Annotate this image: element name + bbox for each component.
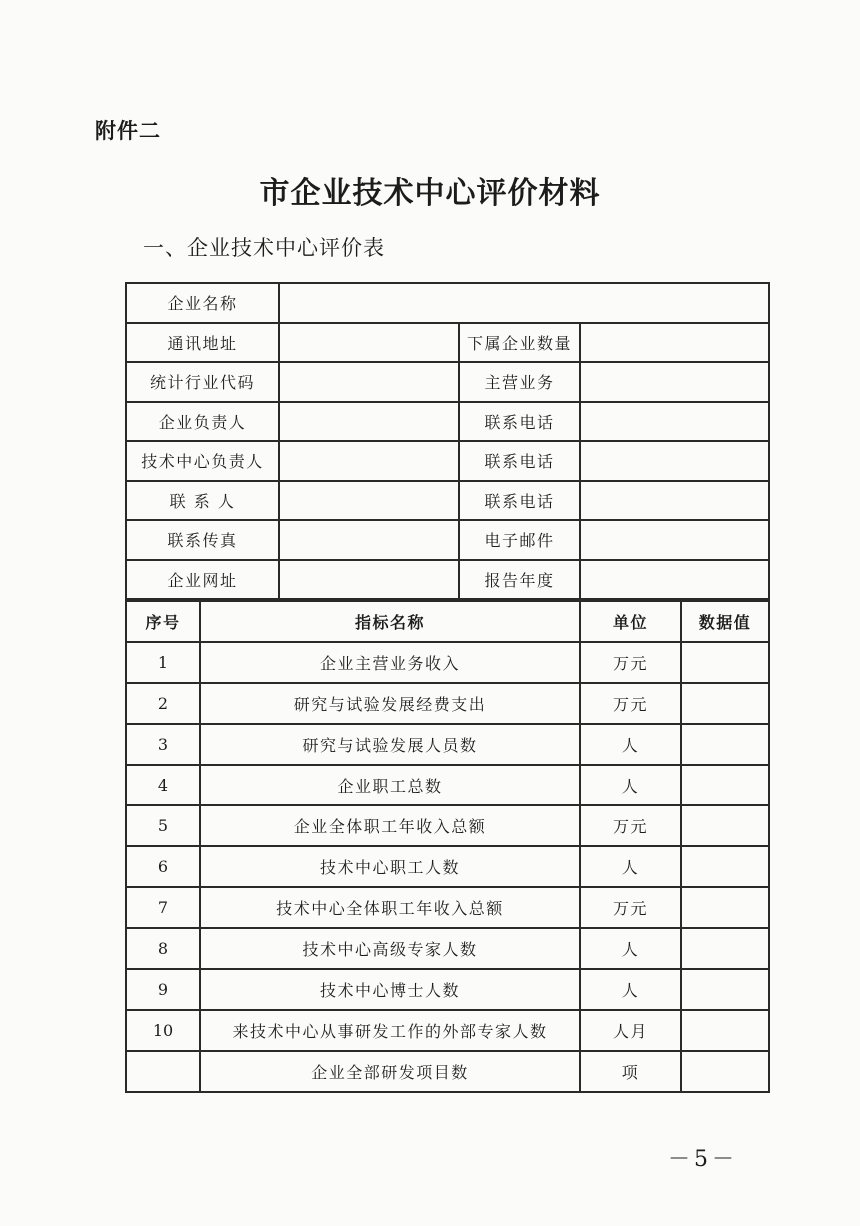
metric-unit: 万元	[580, 887, 681, 928]
info-field[interactable]	[279, 323, 459, 363]
metric-name: 企业主营业务收入	[200, 642, 580, 683]
company-name-field[interactable]	[279, 283, 769, 323]
company-name-label: 企业名称	[126, 283, 279, 323]
metrics-table	[125, 600, 770, 1093]
info-label: 报告年度	[459, 560, 580, 600]
metric-row	[126, 724, 769, 765]
info-label: 电子邮件	[459, 520, 580, 560]
metric-seq: 1	[126, 642, 200, 683]
metric-value-field[interactable]	[681, 1051, 769, 1092]
info-field[interactable]	[279, 560, 459, 600]
seq-header: 序号	[126, 601, 200, 642]
metric-unit: 人	[580, 928, 681, 969]
metric-unit: 人	[580, 765, 681, 806]
info-label: 联系电话	[459, 481, 580, 521]
metric-name: 技术中心高级专家人数	[200, 928, 580, 969]
info-label: 技术中心负责人	[126, 441, 279, 481]
info-label: 主营业务	[459, 362, 580, 402]
metric-value-field[interactable]	[681, 846, 769, 887]
company-info-table	[125, 282, 770, 600]
info-label: 统计行业代码	[126, 362, 279, 402]
info-label: 联系传真	[126, 520, 279, 560]
info-label: 下属企业数量	[459, 323, 580, 363]
metric-seq: 8	[126, 928, 200, 969]
metric-unit: 人	[580, 846, 681, 887]
metric-value-field[interactable]	[681, 805, 769, 846]
info-row	[126, 520, 769, 560]
metric-unit: 万元	[580, 642, 681, 683]
info-row	[126, 481, 769, 521]
metric-row	[126, 765, 769, 806]
metric-unit: 万元	[580, 683, 681, 724]
metric-unit: 人	[580, 724, 681, 765]
metric-name: 来技术中心从事研发工作的外部专家人数	[200, 1010, 580, 1051]
info-field[interactable]	[580, 402, 769, 442]
metric-name: 企业全部研发项目数	[200, 1051, 580, 1092]
metric-seq: 6	[126, 846, 200, 887]
info-label: 企业网址	[126, 560, 279, 600]
metric-row	[126, 928, 769, 969]
metric-row	[126, 846, 769, 887]
info-label: 通讯地址	[126, 323, 279, 363]
name-header: 指标名称	[200, 601, 580, 642]
unit-header: 单位	[580, 601, 681, 642]
metric-value-field[interactable]	[681, 928, 769, 969]
metric-seq: 7	[126, 887, 200, 928]
metric-name: 技术中心博士人数	[200, 969, 580, 1010]
metric-row	[126, 1051, 769, 1092]
metric-value-field[interactable]	[681, 683, 769, 724]
metric-value-field[interactable]	[681, 1010, 769, 1051]
info-field[interactable]	[279, 402, 459, 442]
metric-seq: 3	[126, 724, 200, 765]
page-number: －5－	[668, 1147, 738, 1172]
info-row	[126, 323, 769, 363]
info-row	[126, 441, 769, 481]
info-row	[126, 560, 769, 600]
metric-value-field[interactable]	[681, 969, 769, 1010]
info-label: 企业负责人	[126, 402, 279, 442]
info-row	[126, 283, 769, 323]
metrics-header-row	[126, 601, 769, 642]
metric-seq: 10	[126, 1010, 200, 1051]
metric-seq: 4	[126, 765, 200, 806]
info-field[interactable]	[580, 560, 769, 600]
info-label: 联 系 人	[126, 481, 279, 521]
attachment-label: 附件二	[95, 119, 161, 143]
info-field[interactable]	[580, 441, 769, 481]
metric-name: 研究与试验发展经费支出	[200, 683, 580, 724]
document-title: 市企业技术中心评价材料	[259, 176, 601, 211]
info-row	[126, 402, 769, 442]
info-field[interactable]	[279, 481, 459, 521]
metric-name: 企业全体职工年收入总额	[200, 805, 580, 846]
metric-row	[126, 969, 769, 1010]
info-field[interactable]	[279, 441, 459, 481]
metric-seq: 9	[126, 969, 200, 1010]
metric-unit: 项	[580, 1051, 681, 1092]
info-label: 联系电话	[459, 441, 580, 481]
metric-value-field[interactable]	[681, 887, 769, 928]
metric-row	[126, 683, 769, 724]
metric-unit: 万元	[580, 805, 681, 846]
metric-name: 技术中心职工人数	[200, 846, 580, 887]
metric-row	[126, 805, 769, 846]
metric-row	[126, 642, 769, 683]
info-field[interactable]	[279, 362, 459, 402]
info-field[interactable]	[580, 323, 769, 363]
value-header: 数据值	[681, 601, 769, 642]
info-label: 联系电话	[459, 402, 580, 442]
info-field[interactable]	[580, 481, 769, 521]
metric-value-field[interactable]	[681, 642, 769, 683]
info-field[interactable]	[580, 362, 769, 402]
metric-value-field[interactable]	[681, 765, 769, 806]
metric-row	[126, 1010, 769, 1051]
metric-unit: 人月	[580, 1010, 681, 1051]
metric-name: 研究与试验发展人员数	[200, 724, 580, 765]
section-heading: 一、企业技术中心评价表	[143, 236, 385, 260]
info-row	[126, 362, 769, 402]
metric-unit: 人	[580, 969, 681, 1010]
metric-value-field[interactable]	[681, 724, 769, 765]
metric-row	[126, 887, 769, 928]
metric-name: 技术中心全体职工年收入总额	[200, 887, 580, 928]
info-field[interactable]	[279, 520, 459, 560]
metric-seq	[126, 1051, 200, 1092]
metric-seq: 2	[126, 683, 200, 724]
info-field[interactable]	[580, 520, 769, 560]
metric-seq: 5	[126, 805, 200, 846]
metric-name: 企业职工总数	[200, 765, 580, 806]
